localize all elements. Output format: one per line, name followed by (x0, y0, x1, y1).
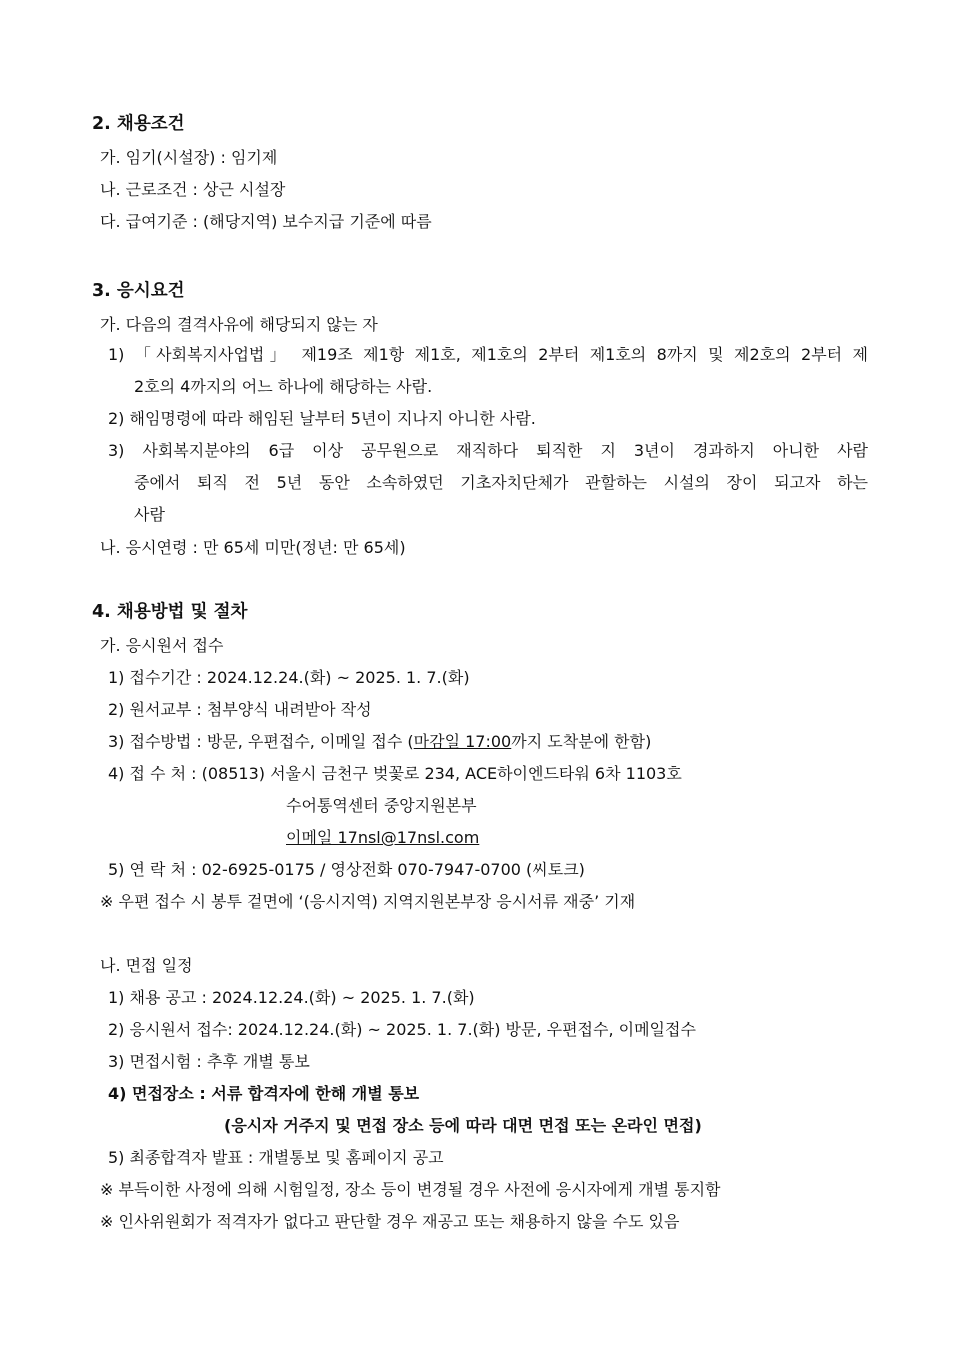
s4-interview-announce: 1) 채용 공고 : 2024.12.24.(화) ~ 2025. 1. 7.(화) (108, 988, 475, 1007)
s4-interview-application: 2) 응시원서 접수: 2024.12.24.(화) ~ 2025. 1. 7.(화) 방문, 우편접수, 이메일접수 (108, 1020, 696, 1039)
s3-item-na: 나. 응시연령 : 만 65세 미만(정년: 만 65세) (100, 538, 406, 557)
s4-item-na: 나. 면접 일정 (100, 956, 193, 975)
s3-item-ga: 가. 다음의 결격사유에 해당되지 않는 자 (100, 315, 378, 334)
s4-note-committee: ※ 인사위원회가 적격자가 없다고 판단할 경우 재공고 또는 채용하지 않을 수도 있음 (100, 1212, 680, 1231)
s4-final-announce: 5) 최종합격자 발표 : 개별통보 및 홈페이지 공고 (108, 1148, 444, 1167)
s2-item-da: 다. 급여기준 : (해당지역) 보수지급 기준에 따름 (100, 212, 432, 231)
s2-item-na: 나. 근로조건 : 상근 시설장 (100, 180, 286, 199)
s4-reception-email-link[interactable]: 이메일 17nsl@17nsl.com (286, 828, 480, 847)
s4-form-distribution: 2) 원서교부 : 첨부양식 내려받아 작성 (108, 700, 372, 719)
section-4-title: 4. 채용방법 및 절차 (92, 602, 248, 622)
s3-sub-3-cont2: 사람 (134, 505, 165, 524)
s2-item-ga: 가. 임기(시설장) : 임기제 (100, 148, 278, 167)
s3-sub-1-cont: 2호의 4까지의 어느 하나에 해당하는 사람. (134, 377, 433, 396)
s3-sub-1: 1) 「사회복지사업법」 제19조 제1항 제1호, 제1호의 2부터 제1호의 8까지 및 제2호의 2부터 제 (108, 345, 868, 364)
s4-note-change: ※ 부득이한 사정에 의해 시험일정, 장소 등이 변경될 경우 사전에 응시자에게 개별 통지함 (100, 1180, 721, 1199)
s4-reception-org: 수어통역센터 중앙지원본부 (286, 796, 477, 815)
s4-contact: 5) 연 락 처 : 02-6925-0175 / 영상전화 070-7947-0700 (씨토크) (108, 860, 585, 879)
s4-item-ga: 가. 응시원서 접수 (100, 636, 224, 655)
deadline-text: 마감일 17:00 (413, 732, 512, 751)
s4-note-mail: ※ 우편 접수 시 봉투 겉면에 ‘(응시지역) 지역지원본부장 응시서류 재중’ 기재 (100, 892, 636, 911)
s3-sub-3: 3) 사회복지분야의 6급 이상 공무원으로 재직하다 퇴직한 지 3년이 경과하지 아니한 사람 (108, 441, 868, 460)
apply-method-text: 3) 접수방법 : 방문, 우편접수, 이메일 접수 ( (108, 732, 414, 751)
s4-interview-place-detail: (응시자 거주지 및 면접 장소 등에 따라 대면 면접 또는 온라인 면접) (224, 1116, 702, 1135)
s4-reception-address: 4) 접 수 처 : (08513) 서울시 금천구 벚꽃로 234, ACE하이엔드타워 6차 1103호 (108, 764, 682, 783)
s3-sub-3-cont: 중에서 퇴직 전 5년 동안 소속하였던 기초자치단체가 관할하는 시설의 장이 되고자 하는 (134, 473, 868, 492)
s4-apply-period: 1) 접수기간 : 2024.12.24.(화) ~ 2025. 1. 7.(화) (108, 668, 470, 687)
apply-method-suffix: 까지 도착분에 한함) (511, 732, 652, 751)
section-3-title: 3. 응시요건 (92, 281, 185, 301)
s3-sub-2: 2) 해임명령에 따라 해임된 날부터 5년이 지나지 아니한 사람. (108, 409, 536, 428)
s4-interview-exam: 3) 면접시험 : 추후 개별 통보 (108, 1052, 310, 1071)
s4-apply-method (108, 731, 651, 753)
s4-interview-place: 4) 면접장소 : 서류 합격자에 한해 개별 통보 (108, 1084, 420, 1103)
section-2-title: 2. 채용조건 (92, 114, 185, 134)
